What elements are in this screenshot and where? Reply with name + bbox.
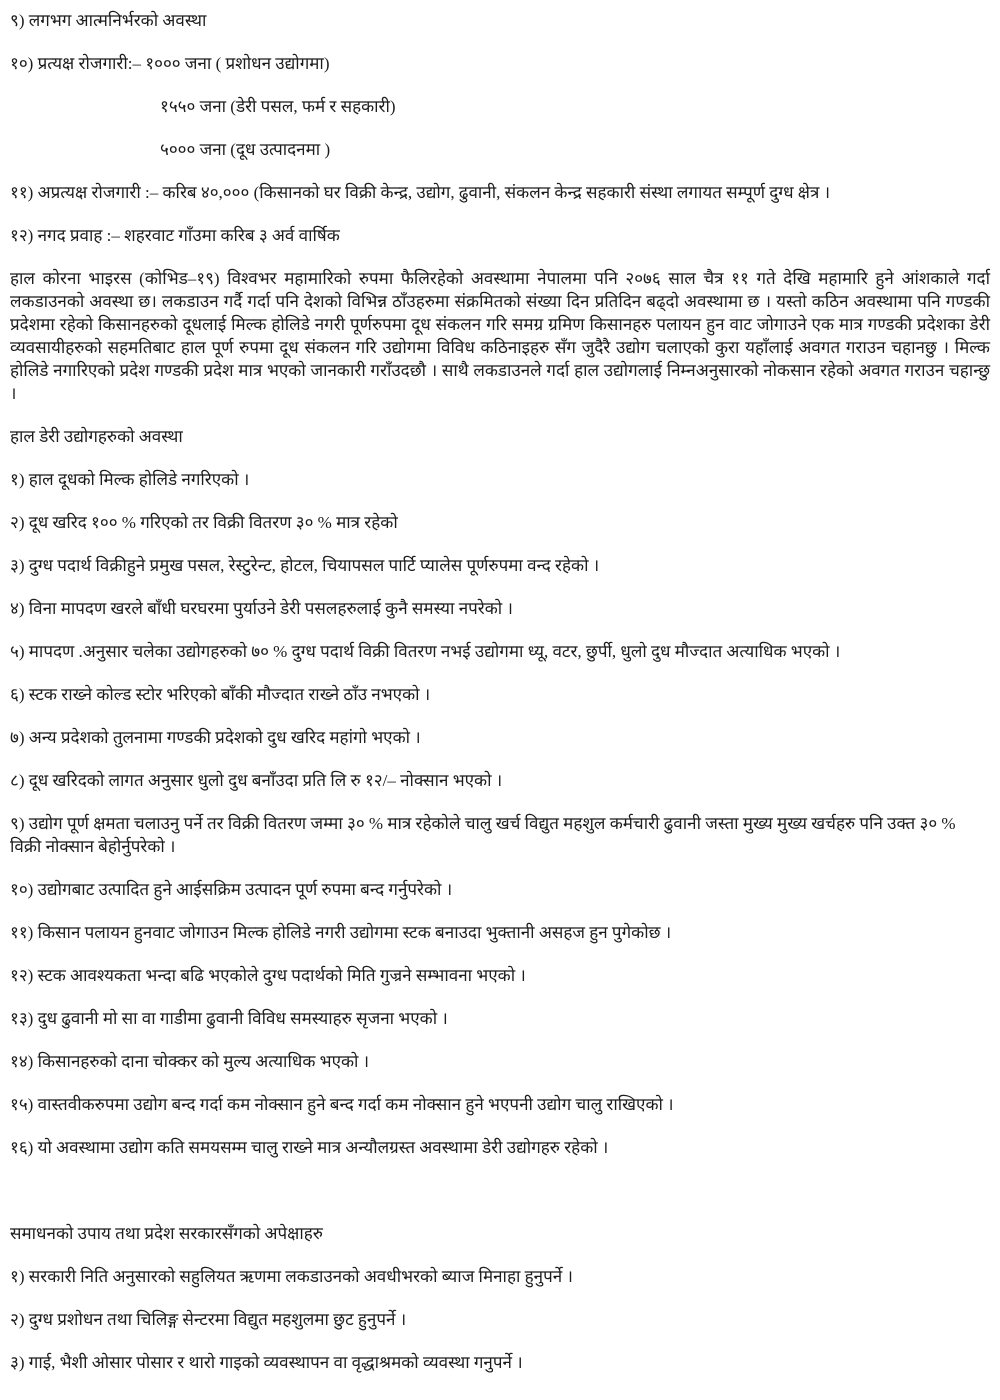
document-line: ३) गाई, भैशी ओसार पोसार र थारो गाइको व्यवस्थापन वा वृद्धाश्रमको व्यवस्था गनुपर्ने । bbox=[10, 1353, 523, 1372]
document-line: ११) किसान पलायन हुनवाट जोगाउन मिल्क होलिडे नगरी उद्योगमा स्टक बनाउदा भुक्तानी असहज हुन पुगेकोछ । bbox=[10, 923, 672, 942]
document-line: ५) मापदण .अनुसार चलेका उद्योगहरुको ७० % दुग्ध पदार्थ विक्री वितरण नभई उद्योगमा ध्यू, वटर, छुर्पी, धुलो दुध मौज्दात अत्याधिक भएको । bbox=[10, 642, 841, 661]
document-line: ११) अप्रत्यक्ष रोजगारी :– करिब ४०,००० (किसानको घर विक्री केन्द्र, उद्योग, ढुवानी, संकलन केन्द्र सहकारी संस्था लगायत सम्पूर्ण दुग्ध क्षेत्र । bbox=[10, 183, 831, 202]
document-line: ६) स्टक राख्ने कोल्ड स्टोर भरिएको बाँकी मौज्दात राख्ने ठाँउ नभएको । bbox=[10, 685, 431, 704]
document-line: ७) अन्य प्रदेशको तुलनामा गण्डकी प्रदेशको दुध खरिद महांगो भएको । bbox=[10, 728, 421, 747]
document-indented-line: १५५० जना (डेरी पसल, फर्म र सहकारी) bbox=[160, 97, 396, 116]
document-line: ९) उद्योग पूर्ण क्षमता चलाउनु पर्ने तर विक्री वितरण जम्मा ३० % मात्र रहेकोले चालु खर्च विद्युत महशुल कर्मचारी ढुवानी जस्ता मुख्य मुख्य खर्चहरु पनि उक्त ३० % विक्री नोक्सान बेहोर्नुपरेको । bbox=[10, 814, 956, 856]
document-line: २) दूध खरिद १०० % गरिएको तर विक्री वितरण ३० % मात्र रहेको bbox=[10, 513, 398, 532]
document-line: ८) दूध खरिदको लागत अनुसार धुलो दुध बनाँउदा प्रति लि रु १२/– नोक्सान भएको । bbox=[10, 771, 503, 790]
document-line: ३) दुग्ध पदार्थ विक्रीहुने प्रमुख पसल, रेस्टुरेन्ट, होटल, चियापसल पार्टि प्यालेस पूर्णरुपमा वन्द रहेको । bbox=[10, 556, 600, 575]
document-indented-line: ५००० जना (दूध उत्पादनमा ) bbox=[160, 140, 331, 159]
document-line: १) हाल दूधको मिल्क होलिडे नगरिएको । bbox=[10, 470, 250, 489]
section-heading: समाधनको उपाय तथा प्रदेश सरकारसँगको अपेक्षाहरु bbox=[10, 1224, 323, 1243]
document-line: १२) नगद प्रवाह :– शहरवाट गाँउमा करिब ३ अर्व वार्षिक bbox=[10, 226, 340, 245]
document-line: ९) लगभग आत्मनिर्भरको अवस्था bbox=[10, 11, 207, 30]
document-line: २) दुग्ध प्रशोधन तथा चिलिङ्ग सेन्टरमा विद्युत महशुलमा छुट हुनुपर्ने । bbox=[10, 1310, 407, 1329]
document-line: १) सरकारी निति अनुसारको सहुलियत ऋणमा लकडाउनको अवधीभरको ब्याज मिनाहा हुनुपर्ने । bbox=[10, 1267, 573, 1286]
document-line: १५) वास्तवीकरुपमा उद्योग बन्द गर्दा कम नोक्सान हुने बन्द गर्दा कम नोक्सान हुने भएपनी उद्योग चालु राखिएको । bbox=[10, 1095, 674, 1114]
document-line: १३) दुध ढुवानी मो सा वा गाडीमा ढुवानी विविध समस्याहरु सृजना भएको । bbox=[10, 1009, 448, 1028]
document-line: ४) विना मापदण खरले बाँधी घरघरमा पुर्याउने डेरी पसलहरुलाई कुनै समस्या नपरेको । bbox=[10, 599, 513, 618]
blank-gap bbox=[10, 1179, 990, 1202]
body-paragraph: हाल कोरना भाइरस (कोभिड–१९) विश्वभर महामारिको रुपमा फैलिरहेको अवस्थामा नेपालमा पनि २०७६ साल चैत्र ११ गते देखि महामारि हुने आंशकाले गर्दा लकडाउनको अवस्था छ। लकडाउन गर्दै गर्दा पनि देशको विभिन्न ठाँउहरुमा संक्रमितको संख्या दिन प्रतिदिन बढ्दो अवस्थामा छ । यस्तो कठिन अवस्थामा पनि गण्डकी प्रदेशमा रहेको किसानहरुको दूधलाई मिल्क होलिडे नगरी पूर्णरुपमा दूध संकलन गरि समग्र ग्रमिण किसानहरु पलायन हुन वाट जोगाउने एक मात्र गण्डकी प्रदेशका डेरी व्यवसायीहरुको सहमतिबाट हाल पूर्ण रुपमा दूध संकलन गरि उद्योगमा विविध कठिनाइहरु सँग जुदैरै उद्योग चलाएको कुरा यहाँलाई अवगत गराउन चहानछु । मिल्क होलिडे नगारिएको प्रदेश गण्डकी प्रदेश मात्र भएको जानकारी गराँउदछौ । साथै लकडाउनले गर्दा हाल उद्योगलाई निम्नअनुसारको नोकसान रहेको अवगत गराउन चहान्छु । bbox=[10, 269, 990, 403]
document-line: १०) प्रत्यक्ष रोजगारी:– १००० जना ( प्रशोधन उद्योगमा) bbox=[10, 54, 330, 73]
document-line: १२) स्टक आवश्यकता भन्दा बढि भएकोले दुग्ध पदार्थको मिति गुज्रने सम्भावना भएको । bbox=[10, 966, 526, 985]
section-heading: हाल डेरी उद्योगहरुको अवस्था bbox=[10, 427, 183, 446]
document-line: १६) यो अवस्थामा उद्योग कति समयसम्म चालु राख्ने मात्र अन्यौलग्रस्त अवस्थामा डेरी उद्योगहरु रहेको । bbox=[10, 1138, 609, 1157]
document-line: १०) उद्योगबाट उत्पादित हुने आईसक्रिम उत्पादन पूर्ण रुपमा बन्द गर्नुपरेको । bbox=[10, 880, 453, 899]
document-line: १४) किसानहरुको दाना चोक्कर को मुल्य अत्याधिक भएको । bbox=[10, 1052, 370, 1071]
